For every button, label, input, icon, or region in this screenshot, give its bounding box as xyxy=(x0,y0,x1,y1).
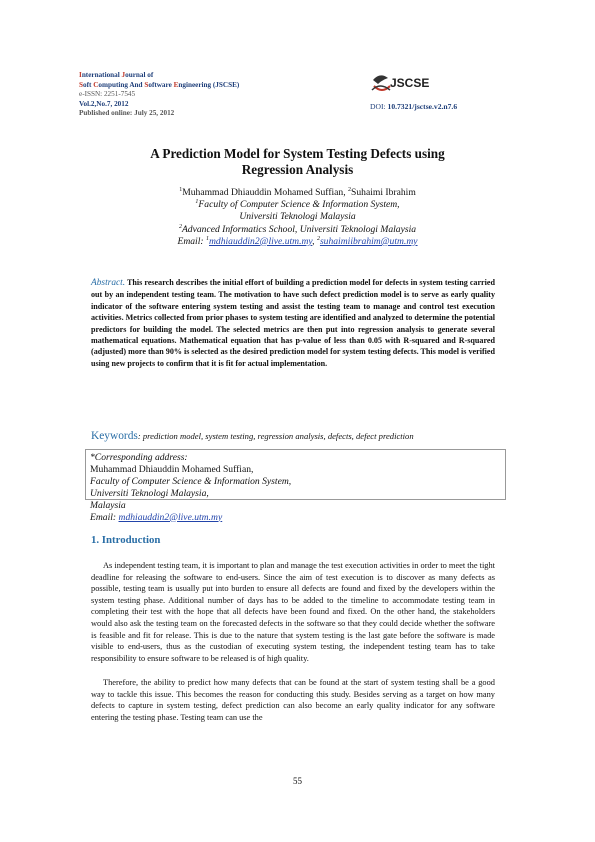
affiliation2 xyxy=(0,224,595,236)
paragraph-2: Therefore, the ability to predict how many defects that can be found at the start of system testing shall be a good way to tackle this issue. This becomes the reason for conducting this study. Besides serving as a target on how many defects to capture in system testing, defect prediction can also become an early quality indicator for any software entering the testing phase. Testing team can use the xyxy=(91,678,495,722)
corresponding-name: Muhammad Dhiauddin Mohamed Suffian, xyxy=(90,463,254,475)
journal-name-line1-part: nternational xyxy=(81,71,122,79)
journal-name-line1-part: ournal of xyxy=(125,71,154,79)
email2-link[interactable]: suhaimiibrahim@utm.my xyxy=(319,235,418,247)
journal-name-line1-part: J xyxy=(121,71,126,79)
abstract-label: Abstract. xyxy=(91,278,126,288)
aff2-sup: 2 xyxy=(178,223,182,230)
corresponding-address-box xyxy=(85,449,506,523)
author1-name: Muhammad Dhiauddin Mohamed Suffian, xyxy=(182,187,349,198)
corresponding-email-link[interactable]: mdhiauddin2@live.utm.my xyxy=(118,511,223,523)
journal-name-line1-part: I xyxy=(79,71,82,79)
journal-name-line2-part: oftware xyxy=(148,80,174,89)
abstract-text: This research describes the initial effort of building a prediction model for defects in system testing carried out by an independent testing team. The motivation to have such defect prediction model is to serve as early quality indicator of the software entering system testing and assist the testing team to manage and control test execution activities. Metrics collected from prior phases to system testing are identified and analyzed to determine the potential predictors for building the model. The selected metrics are then put into regression analysis to generate several mathematical equations. Mathematical equation that has p-value of less than 0.05 with R-squared and R-squared (adjusted) more than 90% is selected as the desired prediction model for system testing defects. This model is verified using new projects to confirm that it is fit for actual implementation. xyxy=(91,278,495,368)
section-heading: 1. Introduction xyxy=(91,534,161,546)
author-emails xyxy=(0,236,595,248)
affiliation1-line2: Universiti Teknologi Malaysia xyxy=(239,211,356,223)
journal-logo-text: JSCSE xyxy=(390,76,430,90)
journal-name-line2 xyxy=(79,81,239,91)
keywords-text: : prediction model, system testing, regression analysis, defects, defect prediction xyxy=(137,431,414,441)
author2-name: Suhaimi Ibrahim xyxy=(351,187,416,198)
email2-sup: 2 xyxy=(316,235,320,242)
author1-sup: 1 xyxy=(179,186,183,193)
email1-sup: 1 xyxy=(205,235,209,242)
journal-header xyxy=(79,71,239,119)
author-block xyxy=(0,187,595,248)
affiliation1 xyxy=(0,199,595,211)
journal-name-line2-part: S xyxy=(144,80,149,89)
paragraph-1: As independent testing team, it is important to plan and manage the test execution activities in order to meet the tight deadline for releasing the software to end-users. Since the aim of test execution is to discover as many defects as possible, testing team is usually put into burden to ensure all defects are found and fixed by the developers within the system testing phase. Additional number of days has to be added to the timeline to accommodate testing team in completing their test with the hope that all defects have been found and fixed. On the other hand, the stakeholders would also ask the testing team on the forecasted defects in the software so that they could decide whether the software is feasible and fit for release. This is due to the nature that system testing is the last gate before the software is made visible to end-users, thus as the custodian of executing system testing, the independent testing team has to take responsibility to ensure software to be released is of high quality. xyxy=(91,561,495,663)
email-separator: , xyxy=(312,235,317,247)
author2-sup: 2 xyxy=(348,186,352,193)
aff1-sup: 1 xyxy=(195,199,199,206)
corresponding-email xyxy=(90,512,501,524)
keywords xyxy=(91,430,511,442)
journal-name-line2-part: omputing And xyxy=(98,80,145,89)
journal-name-line2-part: oft xyxy=(83,80,94,89)
doi xyxy=(370,102,457,111)
page-number: 55 xyxy=(293,776,302,786)
doi-label: DOI: xyxy=(370,102,388,111)
aff1-line1: Faculty of Computer Science & Information System, xyxy=(198,199,400,211)
journal-volume: Vol.2,No.7, 2012 xyxy=(79,99,129,108)
doi-value: 10.7321/jsctse.v2.n7.6 xyxy=(387,102,458,111)
corresponding-line3: Malaysia xyxy=(90,499,126,511)
corresponding-label: *Corresponding address: xyxy=(90,452,188,463)
keywords-label: Keywords xyxy=(91,430,138,442)
journal-logo-graphic xyxy=(370,70,442,98)
journal-logo xyxy=(370,70,442,98)
journal-published-date: Published online: July 25, 2012 xyxy=(79,109,175,118)
journal-name-line1 xyxy=(79,71,239,81)
author-names xyxy=(0,187,595,199)
paper-title xyxy=(0,146,595,178)
email1-link[interactable]: mdhiauddin2@live.utm.my xyxy=(208,235,313,247)
journal-name-line2-part: ngineering (JSCSE) xyxy=(178,80,240,89)
corresponding-email-label: Email: xyxy=(90,511,119,523)
corresponding-line2: Universiti Teknologi Malaysia, xyxy=(90,487,209,499)
journal-name-line2-part: S xyxy=(79,80,83,89)
aff2-text: Advanced Informatics School, Universiti Teknologi Malaysia xyxy=(181,223,417,235)
corresponding-line1: Faculty of Computer Science & Information System, xyxy=(90,475,292,487)
abstract xyxy=(91,277,495,369)
journal-name-line2-part: E xyxy=(173,80,179,89)
journal-issn: e-ISSN: 2251-7545 xyxy=(79,90,136,99)
paper-title-line1: A Prediction Model for System Testing Defects using xyxy=(150,146,445,161)
paper-title-line2: Regression Analysis xyxy=(241,162,354,177)
journal-name-line2-part: C xyxy=(93,80,99,89)
email-label: Email: xyxy=(177,235,206,247)
